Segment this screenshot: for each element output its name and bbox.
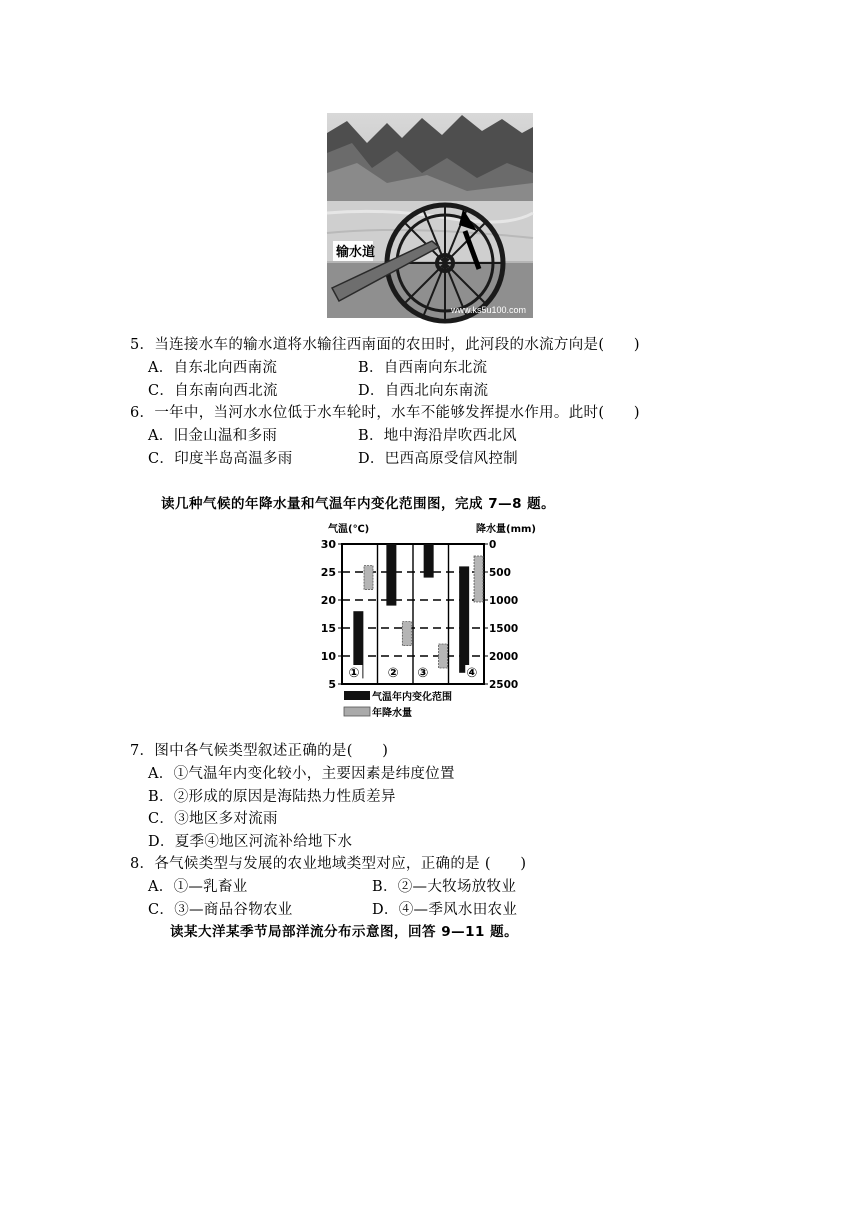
question-7-option-d: D．夏季④地区河流补给地下水 (148, 834, 353, 850)
precipitation-bar (474, 556, 483, 602)
right-tick-label: 1000 (489, 595, 519, 607)
category-label: ② (387, 666, 399, 681)
category-label: ④ (466, 666, 478, 681)
section-intro-9-11: 读某大洋某季节局部洋流分布示意图，回答 9—11 题。 (170, 924, 519, 940)
left-tick-label: 10 (320, 650, 336, 663)
photo-watermark: www.ks5u100.com (451, 305, 527, 315)
question-8-option-d: D．④—季风水田农业 (372, 902, 518, 918)
category-label: ③ (417, 666, 429, 681)
legend-swatch-precipitation (344, 707, 370, 716)
temperature-range-bar (459, 566, 469, 672)
legend-swatch-temperature (344, 691, 370, 700)
precipitation-bar (364, 566, 373, 590)
left-tick-label: 30 (320, 538, 336, 551)
water-channel-label: 输水道 (336, 244, 376, 259)
question-5-stem: 5．当连接水车的输水道将水输往西南面的农田时，此河段的水流方向是( ) (130, 337, 640, 353)
left-tick-label: 20 (320, 594, 336, 607)
question-8-option-c: C．③—商品谷物农业 (148, 902, 293, 918)
question-5-option-d: D．自西北向东南流 (358, 383, 489, 399)
section-intro-7-8: 读几种气候的年降水量和气温年内变化范围图，完成 7—8 题。 (161, 496, 556, 512)
right-tick-label: 500 (489, 567, 511, 579)
climate-chart-svg (320, 520, 536, 725)
question-8-option-a: A．①—乳畜业 (148, 879, 248, 895)
question-7-option-c: C．③地区多对流雨 (148, 811, 278, 827)
question-5-option-a: A．自东北向西南流 (148, 360, 278, 376)
question-6-option-b: B．地中海沿岸吹西北风 (358, 428, 517, 444)
right-tick-label: 2000 (489, 651, 519, 663)
precipitation-bar (402, 622, 411, 646)
question-5-option-b: B．自西南向东北流 (358, 360, 488, 376)
question-8-stem: 8．各气候类型与发展的农业地域类型对应，正确的是 ( ) (130, 856, 527, 872)
right-tick-label: 1500 (489, 623, 519, 635)
question-7-option-a: A．①气温年内变化较小，主要因素是纬度位置 (148, 766, 455, 782)
left-tick-label: 15 (320, 622, 336, 635)
legend-label-temperature: 气温年内变化范围 (372, 692, 452, 703)
temperature-range-bar (386, 544, 396, 606)
water-wheel-photo (327, 113, 533, 318)
left-axis-title: 气温(℃) (328, 524, 370, 535)
legend-label-precipitation: 年降水量 (372, 708, 412, 719)
right-tick-label: 0 (489, 539, 497, 551)
question-7-stem: 7．图中各气候类型叙述正确的是( ) (130, 743, 389, 759)
question-6-option-d: D．巴西高原受信风控制 (358, 451, 518, 467)
category-label: ① (348, 666, 360, 681)
left-tick-label: 5 (328, 678, 336, 691)
right-axis-title: 降水量(mm) (476, 524, 536, 535)
question-6-option-c: C．印度半岛高温多雨 (148, 451, 293, 467)
question-6-stem: 6．一年中，当河水水位低于水车轮时，水车不能够发挥提水作用。此时( ) (130, 405, 640, 421)
question-7-option-b: B．②形成的原因是海陆热力性质差异 (148, 789, 396, 805)
question-5-option-c: C．自东南向西北流 (148, 383, 278, 399)
climate-chart (320, 520, 536, 725)
question-6-option-a: A．旧金山温和多雨 (148, 428, 278, 444)
left-tick-label: 25 (320, 566, 336, 579)
temperature-range-bar (424, 544, 434, 578)
right-tick-label: 2500 (489, 679, 519, 691)
precipitation-bar (439, 644, 448, 668)
question-8-option-b: B．②—大牧场放牧业 (372, 879, 517, 895)
